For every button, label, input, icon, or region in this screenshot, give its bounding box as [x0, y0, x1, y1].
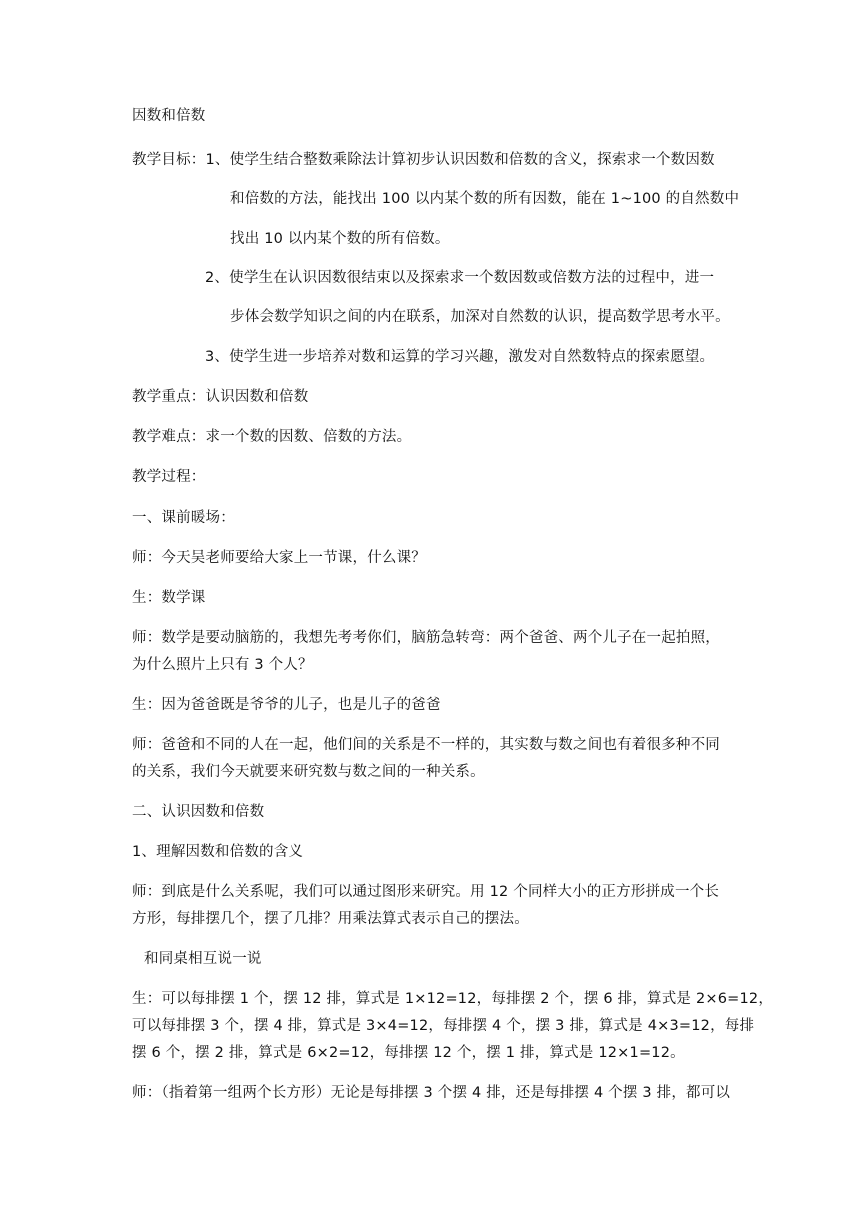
teacher-line-4a: 师：到底是什么关系呢，我们可以通过图形来研究。用 12 个同样大小的正方形拼成一个长 [132, 884, 720, 900]
teaching-process-heading: 教学过程： [132, 469, 206, 485]
difficulty: 教学难点：求一个数的因数、倍数的方法。 [132, 429, 412, 445]
student-line-1: 生：数学课 [132, 590, 206, 606]
objective-3: 3、使学生进一步培养对数和运算的学习兴趣，激发对自然数特点的探索愿望。 [205, 349, 715, 365]
document-title: 因数和倍数 [132, 108, 206, 124]
teacher-line-2b: 为什么照片上只有 3 个人？ [132, 657, 313, 673]
objectives-line-2: 和倍数的方法，能找出 100 以内某个数的所有因数，能在 1~100 的自然数中 [230, 191, 740, 207]
section-1-heading: 一、课前暖场： [132, 510, 235, 526]
teacher-line-5a: 师：（指着第一组两个长方形）无论是每排摆 3 个摆 4 排，还是每排摆 4 个摆 3 排，都可以 [132, 1085, 731, 1101]
objective-2-line-1: 2、使学生在认识因数很结束以及探索求一个数因数或倍数方法的过程中，进一 [205, 270, 715, 286]
objective-2-line-2: 步体会数学知识之间的内在联系，加深对自然数的认识，提高数学思考水平。 [230, 309, 730, 325]
section-2-heading: 二、认识因数和倍数 [132, 804, 265, 820]
student-line-3a: 生：可以每排摆 1 个，摆 12 排，算式是 1×12=12，每排摆 2 个，摆 6 排，算式是 2×6=12， [132, 991, 774, 1007]
objectives-line-1: 教学目标：1、使学生结合整数乘除法计算初步认识因数和倍数的含义，探索求一个数因数 [132, 152, 715, 168]
student-line-3b: 可以每排摆 3 个，摆 4 排，算式是 3×4=12，每排摆 4 个，摆 3 排，算式是 4×3=12，每排 [132, 1018, 755, 1034]
key-point: 教学重点：认识因数和倍数 [132, 389, 309, 405]
teacher-line-1: 师：今天吴老师要给大家上一节课，什么课？ [132, 550, 426, 566]
discuss-prompt: 和同桌相互说一说 [144, 951, 262, 967]
teacher-line-2a: 师：数学是要动脑筋的，我想先考考你们，脑筋急转弯：两个爸爸、两个儿子在一起拍照， [132, 630, 720, 646]
student-line-3c: 摆 6 个，摆 2 排，算式是 6×2=12，每排摆 12 个，摆 1 排，算式是 12×1=12。 [132, 1045, 685, 1061]
teacher-line-3b: 的关系，我们今天就要来研究数与数之间的一种关系。 [132, 764, 485, 780]
teacher-line-3a: 师：爸爸和不同的人在一起，他们间的关系是不一样的，其实数与数之间也有着很多种不同 [132, 737, 720, 753]
subsection-1-heading: 1、理解因数和倍数的含义 [132, 844, 304, 860]
teacher-line-4b: 方形，每排摆几个，摆了几排？用乘法算式表示自己的摆法。 [132, 911, 529, 927]
objectives-line-3: 找出 10 以内某个数的所有倍数。 [230, 231, 450, 247]
student-line-2: 生：因为爸爸既是爷爷的儿子，也是儿子的爸爸 [132, 697, 441, 713]
